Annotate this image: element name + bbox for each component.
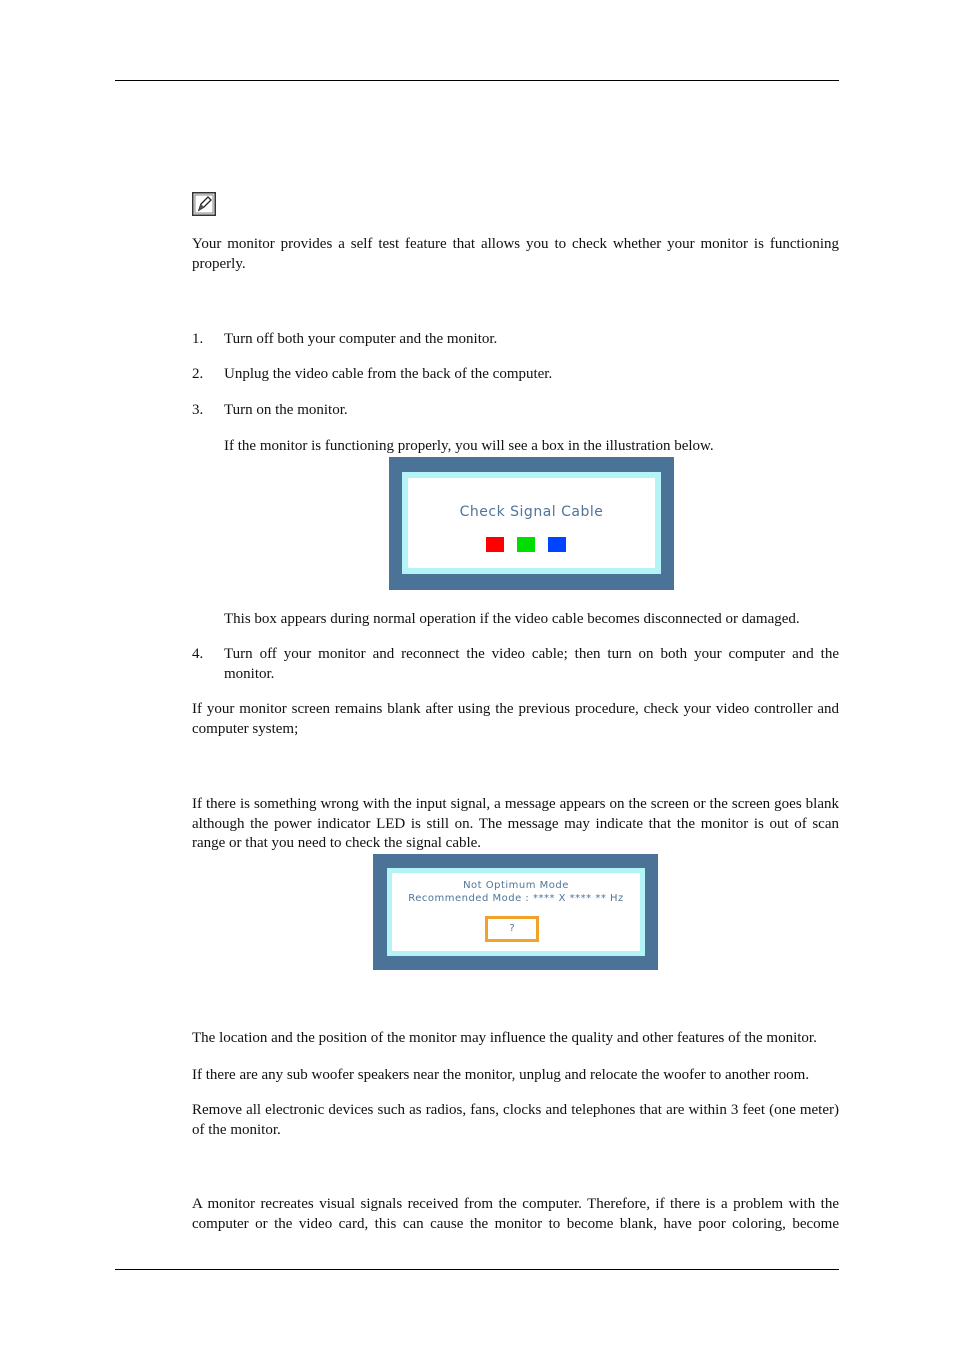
figure-border <box>402 472 661 574</box>
intro-paragraph: Your monitor provides a self test feature that allows you to check whether your monitor is functioning properly. <box>192 236 839 272</box>
header-rule <box>115 80 839 81</box>
step-4-number: 4. <box>192 646 204 662</box>
video-card-paragraph: A monitor recreates visual signals received from the computer. Therefore, if there is a problem with the computer or the video card, this can cause the monitor to become blank, have poor coloring, become <box>192 1196 839 1232</box>
figure1-caption: This box appears during normal operation if the video cable becomes disconnected or damaged. <box>224 611 800 627</box>
figure-border <box>387 868 645 956</box>
step-2-text: Unplug the video cable from the back of the computer. <box>224 366 553 382</box>
blue-square <box>548 537 566 552</box>
figure-title: Check Signal Cable <box>459 504 604 520</box>
footer-rule <box>115 1269 839 1270</box>
red-square <box>486 537 504 552</box>
environment-paragraph-2: If there are any sub woofer speakers near the monitor, unplug and relocate the woofer to another room. <box>192 1067 810 1083</box>
not-optimum-mode-label: Not Optimum Mode <box>463 880 569 891</box>
help-button: ? <box>485 916 539 942</box>
step-1-text: Turn off both your computer and the monitor. <box>224 331 498 347</box>
step-3-number: 3. <box>192 402 204 418</box>
not-optimum-mode-figure <box>373 854 658 970</box>
check-signal-cable-figure <box>389 457 674 590</box>
figure-screen <box>408 478 655 568</box>
blank-screen-paragraph: If your monitor screen remains blank after using the previous procedure, check your video controller and computer system; <box>192 701 839 737</box>
recommended-mode-label: Recommended Mode : **** X **** ** Hz <box>408 893 624 904</box>
step-4-text: Turn off your monitor and reconnect the video cable; then turn on both your computer and the monitor. <box>224 646 839 682</box>
input-signal-paragraph: If there is something wrong with the input signal, a message appears on the screen or the screen goes blank although the power indicator LED is still on. The message may indicate that the monitor is out of scan range or that you need to check the signal cable. <box>192 796 839 851</box>
step-2-number: 2. <box>192 366 204 382</box>
environment-paragraph-1: The location and the position of the monitor may influence the quality and other features of the monitor. <box>192 1030 817 1046</box>
step-3-text: Turn on the monitor. <box>224 402 348 418</box>
green-square <box>517 537 535 552</box>
figure-screen <box>392 873 640 951</box>
step-3-note: If the monitor is functioning properly, you will see a box in the illustration below. <box>224 438 714 454</box>
environment-paragraph-3: Remove all electronic devices such as radios, fans, clocks and telephones that are within 3 feet (one meter) of the monitor. <box>192 1102 839 1138</box>
step-1-number: 1. <box>192 331 204 347</box>
note-icon <box>192 192 216 216</box>
